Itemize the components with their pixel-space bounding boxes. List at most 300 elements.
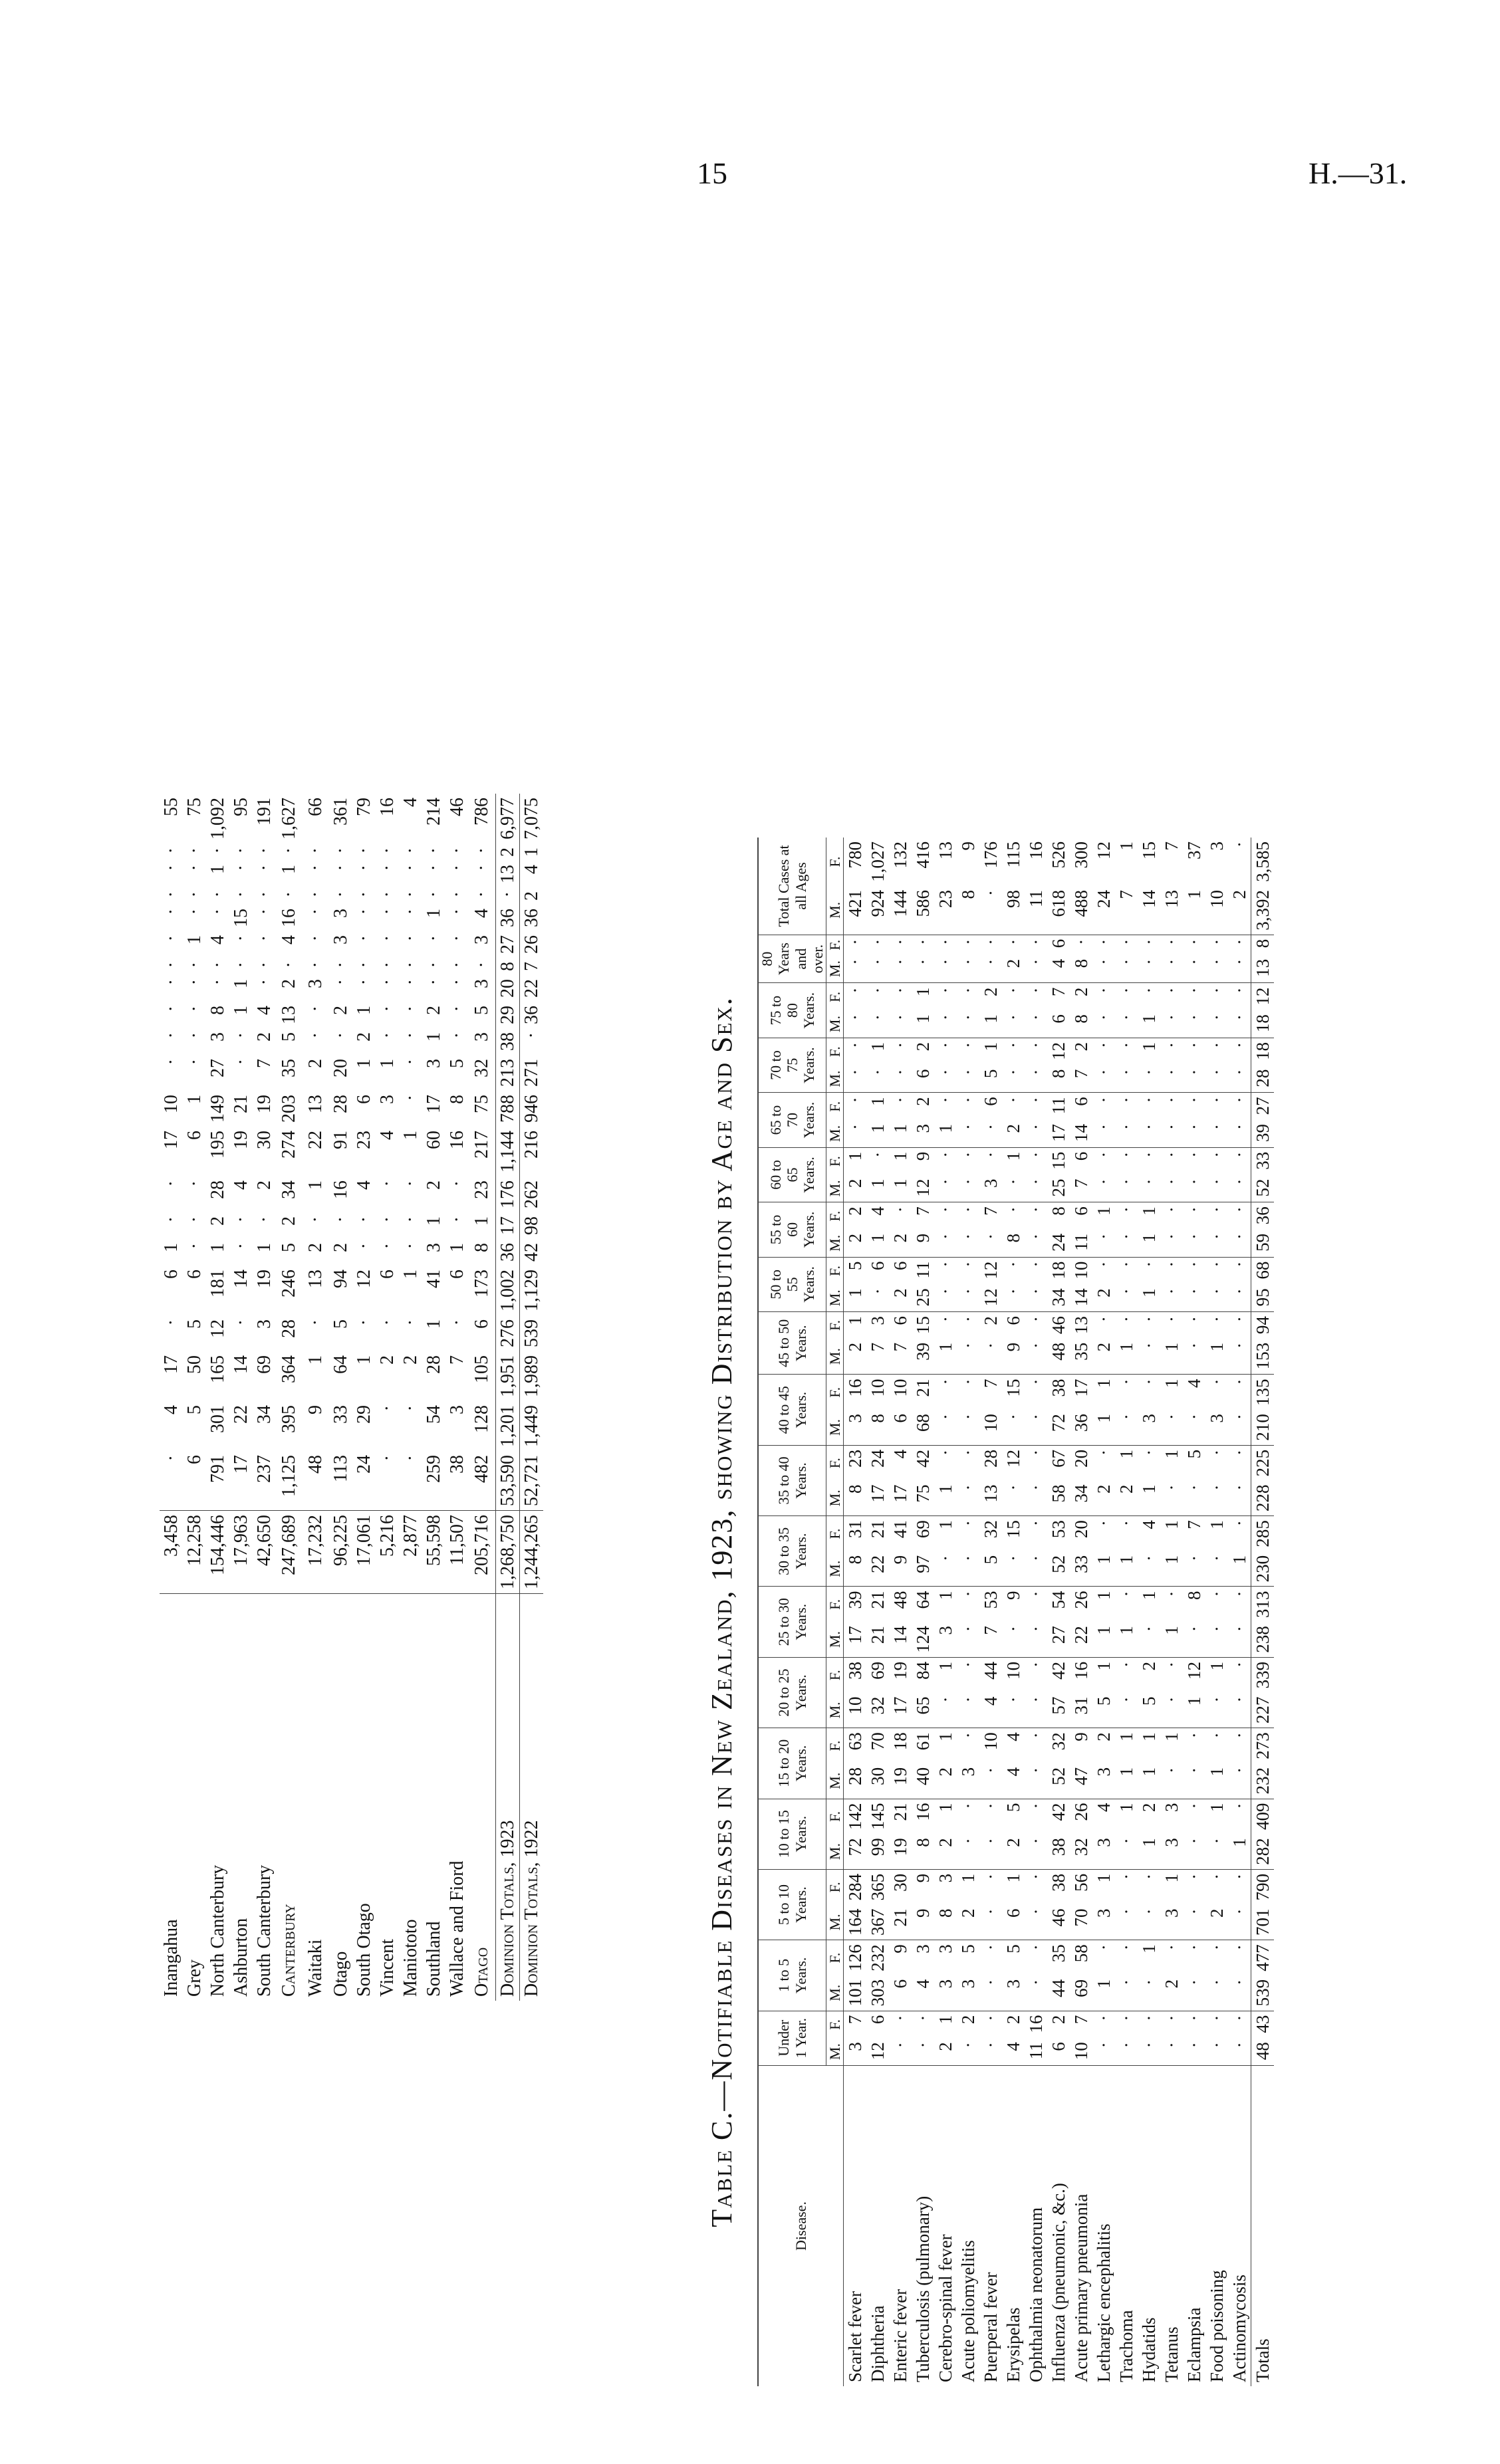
table-cell: · <box>400 847 421 854</box>
table-cell: · <box>934 1230 957 1257</box>
table-cell: 5 <box>279 1243 299 1252</box>
table-cell: 126 <box>844 1944 865 1971</box>
table-cell: 1 <box>207 865 228 874</box>
table-cell: 7 <box>1115 886 1138 935</box>
table-cell: 477 <box>1251 1940 1275 1975</box>
table-cell: · <box>1025 1010 1047 1038</box>
table-row <box>1251 838 1275 2386</box>
table-cell: 1 <box>1093 1661 1114 1671</box>
table-cell: 9 <box>912 1151 933 1161</box>
table-cell: 8 <box>1048 1206 1068 1216</box>
table-cell: · <box>1138 1905 1160 1940</box>
table-cell: · <box>1115 1230 1138 1257</box>
table-cell: · <box>957 1097 978 1103</box>
table-cell: 3 <box>253 1319 275 1329</box>
table-cell: 5 <box>844 1261 865 1271</box>
table-cell: 2 <box>934 1763 957 1799</box>
table-cell: 1,244,265 <box>520 1511 544 1594</box>
disease-label: Lethargic encephalitis <box>1093 2223 1114 2382</box>
table-cell: · <box>253 1216 275 1223</box>
table-cell: 339 <box>1251 1657 1275 1692</box>
table-cell: 52 <box>1251 1175 1275 1202</box>
table-cell: 11,507 <box>445 1511 469 1594</box>
table-cell: 12 <box>1184 1661 1204 1680</box>
table-cell: · <box>1092 1065 1115 1093</box>
table-cell: · <box>957 1834 979 1869</box>
table-cell: 5 <box>330 1319 351 1329</box>
table-cell: 1 <box>1092 1622 1115 1657</box>
disease-label: Tetanus <box>1161 2326 1182 2382</box>
table-cell: · <box>1138 1379 1159 1385</box>
table-cell: 16 <box>446 1131 467 1149</box>
table-cell: 135 <box>1251 1375 1275 1410</box>
table-cell: 6 <box>912 1065 934 1093</box>
table-cell: · <box>423 891 444 898</box>
table-cell: 17 <box>1070 1379 1091 1397</box>
table-cell: 203 <box>279 1095 299 1123</box>
table-cell: 1 <box>1183 1693 1205 1728</box>
table-cell: · <box>400 1216 421 1223</box>
table-cell: · <box>376 865 398 871</box>
table-cell: · <box>1206 2015 1227 2021</box>
table-cell: 68 <box>1251 1257 1275 1284</box>
table-cell: 3 <box>957 1763 979 1799</box>
table-cell: 20 <box>1070 1449 1091 1468</box>
table-cell: · <box>184 847 205 854</box>
table-cell: · <box>207 962 228 968</box>
table-cell: · <box>446 1319 467 1326</box>
table-cell: 3 <box>1002 1975 1025 2011</box>
table-cell: · <box>1228 1065 1251 1093</box>
table-cell: 12 <box>866 2038 889 2065</box>
table-cell: 32 <box>471 1059 492 1077</box>
table-row <box>1092 838 1115 2386</box>
table-cell: 35 <box>1070 1339 1092 1375</box>
table-cell: · <box>1161 1261 1182 1268</box>
table-cell: · <box>160 1180 182 1187</box>
table-cell: 1 <box>912 987 933 996</box>
table-cell: · <box>1229 987 1249 994</box>
table-cell: 36 <box>1251 1202 1275 1230</box>
table-cell: 21 <box>866 1622 889 1657</box>
table-cell: · <box>1160 955 1183 983</box>
table-cell: · <box>400 935 421 942</box>
table-cell: 4 <box>471 909 492 918</box>
table-cell: · <box>1206 1379 1227 1385</box>
table-cell: · <box>1228 1975 1251 2011</box>
table-cell: 2 <box>207 1216 228 1226</box>
table-cell: · <box>957 1284 979 1311</box>
disease-label: Puerperal fever <box>980 2272 1001 2382</box>
sex-header: F. <box>826 1728 844 1763</box>
table-cell: 210 <box>1251 1410 1275 1445</box>
table-cell: · <box>1228 955 1251 983</box>
table-cell: 44 <box>980 1661 1001 1680</box>
table-cell: · <box>423 865 444 871</box>
table-cell: 30 <box>253 1131 275 1149</box>
table-cell: · <box>1161 1042 1182 1048</box>
table-cell: · <box>1093 1520 1114 1527</box>
table-cell: · <box>471 891 492 898</box>
table-cell: 1 <box>935 1803 955 1813</box>
table-cell: 14 <box>1070 1120 1092 1147</box>
table-cell: · <box>160 1216 182 1223</box>
table-cell: · <box>957 939 978 945</box>
table-cell: · <box>1138 1622 1160 1657</box>
table-cell: 2 <box>279 979 299 988</box>
table-cell: · <box>957 1520 978 1527</box>
table-cell: 14 <box>1138 886 1160 935</box>
disease-label: Acute primary pneumonia <box>1070 2193 1091 2382</box>
table-cell: · <box>330 1032 351 1039</box>
table-cell: · <box>979 1339 1002 1375</box>
table-cell: · <box>1206 1449 1227 1456</box>
table-cell: · <box>446 1032 467 1039</box>
table-cell: 17,061 <box>352 1511 376 1594</box>
table-cell: · <box>1183 1065 1205 1093</box>
table-cell: · <box>376 1405 398 1412</box>
table-cell: 2 <box>305 1243 326 1252</box>
table-cell: · <box>1161 1316 1182 1323</box>
table-cell: 1 <box>1183 886 1205 935</box>
table-cell: · <box>1184 1316 1204 1323</box>
table-cell: · <box>935 1379 955 1385</box>
table-cell: 128 <box>471 1405 492 1433</box>
sex-header: F. <box>826 1312 844 1339</box>
table-cell: 1 <box>934 1339 957 1375</box>
table-cell: · <box>844 955 867 983</box>
table-cell: · <box>423 979 444 986</box>
table-cell: · <box>1184 2015 1204 2021</box>
table-cell: 274 <box>279 1131 299 1159</box>
table-cell: 113 <box>329 1451 352 1511</box>
table-cell: · <box>1115 1693 1138 1728</box>
table-cell: · <box>889 1010 912 1038</box>
table-cell: · <box>957 1449 978 1456</box>
table-cell: 3 <box>471 1032 492 1042</box>
table-cell: 57 <box>1047 1693 1070 1728</box>
age-group-header: 45 to 50 Years. <box>758 1312 826 1375</box>
table-cell: · <box>1025 1151 1046 1158</box>
table-cell: 3 <box>934 1975 957 2011</box>
table-cell: 145 <box>867 1803 888 1831</box>
table-cell: · <box>935 939 955 945</box>
table-cell: · <box>1093 939 1114 945</box>
table-cell: · <box>1025 1042 1046 1048</box>
table-cell: 1 <box>423 1032 444 1042</box>
table-cell: 2 <box>1205 1905 1228 1940</box>
table-cell: · <box>890 939 910 945</box>
table-cell: 97 <box>912 1551 934 1587</box>
table-cell: 526 <box>1048 841 1068 869</box>
table-cell: · <box>400 909 421 915</box>
table-row <box>206 794 229 2001</box>
table-cell: 70 <box>867 1732 888 1751</box>
table-cell: · <box>980 939 1001 945</box>
table-cell: 6 <box>184 1131 205 1140</box>
table-cell: 42 <box>1048 1661 1068 1680</box>
table-cell: · <box>1160 1763 1183 1799</box>
table-cell: 1 <box>889 1120 912 1147</box>
table-cell: 35 <box>279 1059 299 1077</box>
table-cell: · <box>980 1873 1001 1880</box>
table-cell: 1 <box>1205 1339 1228 1375</box>
disease-label: Cerebro-spinal fever <box>935 2234 955 2382</box>
table-cell: 44 <box>1047 1975 1070 2011</box>
table-cell: · <box>376 962 398 968</box>
age-group-header: 60 to 65 Years. <box>758 1147 826 1202</box>
table-cell: 153 <box>1251 1339 1275 1375</box>
table-cell: 6,977 <box>496 794 520 843</box>
table-cell: 16 <box>376 798 398 816</box>
table-cell: 3 <box>330 909 351 918</box>
table-cell: 101 <box>844 1975 867 2011</box>
table-cell: · <box>1205 1065 1228 1093</box>
table-cell: 12,258 <box>183 1511 206 1594</box>
table-cell: 8 <box>934 1905 957 1940</box>
sex-header: M. <box>826 1175 844 1202</box>
disease-label: Influenza (pneumonic, &c.) <box>1048 2183 1068 2382</box>
table-c-title: Table C.—Notifiable Diseases in New Zealand, 1923, showing Distribution by Age and Sex. <box>705 996 738 2227</box>
table-cell: 365 <box>867 1873 888 1901</box>
table-cell: · <box>1025 1065 1047 1093</box>
table-cell: 946 <box>520 1091 544 1127</box>
table-cell: 181 <box>207 1270 228 1297</box>
table-cell: · <box>184 1216 205 1223</box>
table-cell: 22 <box>230 1405 251 1424</box>
age-group-header: 40 to 45 Years. <box>758 1375 826 1445</box>
table-cell: · <box>400 1243 421 1250</box>
table-cell: 1 <box>1115 1339 1138 1375</box>
table-cell: 26 <box>1070 1803 1091 1821</box>
table-cell: · <box>1025 1284 1047 1311</box>
table-cell: · <box>1025 1975 1047 2011</box>
table-cell: · <box>184 1032 205 1039</box>
table-cell: 3 <box>207 1032 228 1042</box>
table-cell: · <box>184 979 205 986</box>
table-cell: · <box>1161 1151 1182 1158</box>
table-cell: 4 <box>1184 1379 1204 1388</box>
table-cell: · <box>1002 1480 1025 1515</box>
table-cell: 2 <box>912 1097 933 1106</box>
table-cell: 41 <box>890 1520 910 1539</box>
table-cell: 367 <box>866 1905 889 1940</box>
table-cell: 2 <box>844 1206 865 1216</box>
table-cell: 8 <box>496 958 520 975</box>
table-cell: · <box>305 962 326 968</box>
table-cell: · <box>184 1059 205 1065</box>
table-cell: · <box>1003 987 1023 994</box>
table-cell: 36 <box>496 905 520 931</box>
table-cell: · <box>1115 1120 1138 1147</box>
table-cell: 2 <box>330 1006 351 1015</box>
table-cell: 4 <box>867 1206 888 1216</box>
table-cell: · <box>253 935 275 942</box>
table-cell: 34 <box>279 1180 299 1199</box>
row-label: Dominion Totals, 1923 <box>496 1594 520 2001</box>
table-cell: 1 <box>184 1095 205 1104</box>
table-cell: 1 <box>1093 1379 1114 1388</box>
table-cell: 1 <box>1003 1873 1023 1883</box>
table-cell: 618 <box>1047 886 1070 935</box>
table-cell: · <box>353 909 374 915</box>
table-cell: 3 <box>376 1095 398 1104</box>
table-cell: 10 <box>160 1095 182 1113</box>
table-cell: · <box>230 847 251 854</box>
table-cell: · <box>1228 1175 1251 1202</box>
table-cell: 3 <box>1138 1410 1160 1445</box>
table-cell: 16 <box>844 1379 865 1397</box>
table-cell: · <box>1160 1010 1183 1038</box>
table-cell: 2 <box>889 1284 912 1311</box>
table-cell: 7 <box>980 1379 1001 1388</box>
table-cell: · <box>1025 1803 1046 1809</box>
table-cell: 46 <box>1047 1905 1070 1940</box>
table-cell: 55,598 <box>422 1511 445 1594</box>
table-cell: 9 <box>912 1905 934 1940</box>
table-cell: 1 <box>1093 1206 1114 1216</box>
table-row <box>934 838 957 2386</box>
table-cell: · <box>980 2015 1001 2021</box>
table-cell: 4 <box>353 1180 374 1190</box>
table-cell: 1 <box>1092 1551 1115 1587</box>
table-cell: · <box>1093 987 1114 994</box>
table-cell: 6 <box>889 1975 912 2011</box>
table-cell: 2 <box>253 1032 275 1042</box>
table-cell: · <box>446 891 467 898</box>
table-cell: 9 <box>1070 1732 1091 1741</box>
table-cell: 52 <box>1047 1551 1070 1587</box>
table-cell: 36 <box>520 905 544 931</box>
table-cell: 1 <box>1115 1551 1138 1587</box>
table-cell: 12 <box>1093 841 1114 859</box>
table-cell: 39 <box>844 1591 865 1609</box>
table-cell: · <box>1116 1873 1136 1880</box>
table-cell: 10 <box>844 1693 867 1728</box>
table-cell: · <box>1205 1120 1228 1147</box>
table-cell: 84 <box>912 1661 933 1680</box>
table-cell: 10 <box>980 1732 1001 1751</box>
table-cell: 17 <box>160 1355 182 1374</box>
table-cell: · <box>353 847 374 854</box>
table-cell: 1 <box>305 1355 326 1365</box>
table-cell: · <box>957 987 978 994</box>
table-cell: · <box>957 1065 979 1093</box>
table-cell: · <box>1025 1873 1046 1880</box>
table-cell: · <box>1228 2038 1251 2065</box>
table-cell: · <box>376 935 398 942</box>
table-cell: 27 <box>496 931 520 958</box>
table-cell: · <box>1205 1230 1228 1257</box>
table-cell: 3 <box>1205 1410 1228 1445</box>
table-cell: · <box>866 955 889 983</box>
table-cell: · <box>1229 1661 1249 1668</box>
table-cell: 53 <box>1048 1520 1068 1539</box>
table-cell: 2 <box>1002 1834 1025 1869</box>
table-cell: 1 <box>1092 1410 1115 1445</box>
table-cell: 12 <box>353 1270 374 1288</box>
table-cell: 1 <box>207 1243 228 1252</box>
table-cell: · <box>1138 1975 1160 2011</box>
table-cell: 1 <box>1093 1873 1114 1883</box>
table-cell: · <box>1093 1261 1114 1268</box>
table-row <box>352 794 376 2001</box>
row-label: Southland <box>423 1921 444 1997</box>
table-cell: 2 <box>1228 886 1251 935</box>
table-cell: 47 <box>1070 1763 1092 1799</box>
row-label: South Otago <box>353 1903 374 1997</box>
table-cell: 6 <box>1003 1316 1023 1325</box>
table-cell: 19 <box>253 1270 275 1288</box>
disease-label: Eclampsia <box>1184 2307 1204 2382</box>
table-cell: · <box>979 886 1002 935</box>
table-cell: 17 <box>423 1095 444 1113</box>
table-cell: 53 <box>980 1591 1001 1609</box>
table-cell: 22 <box>305 1131 326 1149</box>
table-cell: · <box>889 1065 912 1093</box>
table-cell: 6 <box>1002 1905 1025 1940</box>
table-cell: 173 <box>471 1270 492 1297</box>
table-cell: 46 <box>446 798 467 816</box>
sex-header: F. <box>826 1516 844 1551</box>
table-cell: · <box>1138 1551 1160 1587</box>
table-cell: 1 <box>1160 1551 1183 1587</box>
table-cell: 10 <box>1205 886 1228 935</box>
table-cell: 205,716 <box>469 1511 496 1594</box>
table-cell: 228 <box>1251 1480 1275 1515</box>
table-row <box>889 838 912 2386</box>
table-cell: · <box>1025 1480 1047 1515</box>
table-cell: · <box>1183 1622 1205 1657</box>
table-cell: · <box>957 955 979 983</box>
age-group-header: 35 to 40 Years. <box>758 1445 826 1515</box>
table-cell: · <box>1229 1803 1249 1809</box>
table-cell: · <box>979 1763 1002 1799</box>
table-row <box>1138 838 1160 2386</box>
table-cell: · <box>1228 1010 1251 1038</box>
table-cell: 1,951 <box>496 1351 520 1401</box>
table-cell: · <box>957 1261 978 1268</box>
table-cell: · <box>330 847 351 854</box>
table-cell: · <box>446 935 467 942</box>
table-cell: 2 <box>1115 1480 1138 1515</box>
table-cell: 4 <box>520 861 544 887</box>
table-cell: 1 <box>912 1010 934 1038</box>
table-cell: · <box>1205 1175 1228 1202</box>
sex-header: F. <box>826 1587 844 1622</box>
table-cell: 99 <box>866 1834 889 1869</box>
table-cell: · <box>1002 1175 1025 1202</box>
table-cell: 30 <box>890 1873 910 1892</box>
table-cell: · <box>1206 1261 1227 1268</box>
table-cell: 15 <box>1003 1379 1023 1397</box>
table-cell: 69 <box>912 1520 933 1539</box>
table-cell: · <box>1160 1480 1183 1515</box>
table-cell: · <box>446 1180 467 1187</box>
table-cell: · <box>1093 2015 1114 2021</box>
table-cell: · <box>1025 955 1047 983</box>
table-cell: 1 <box>471 1216 492 1226</box>
table-cell: 94 <box>330 1270 351 1288</box>
table-cell: · <box>1161 939 1182 945</box>
table-cell: 32 <box>1070 1834 1092 1869</box>
table-cell: 1 <box>1138 1834 1160 1869</box>
table-cell: · <box>207 847 228 854</box>
table-cell: 213 <box>496 1055 520 1091</box>
table-cell: · <box>305 935 326 942</box>
table-cell: 7,075 <box>520 794 544 843</box>
table-cell: · <box>934 955 957 983</box>
